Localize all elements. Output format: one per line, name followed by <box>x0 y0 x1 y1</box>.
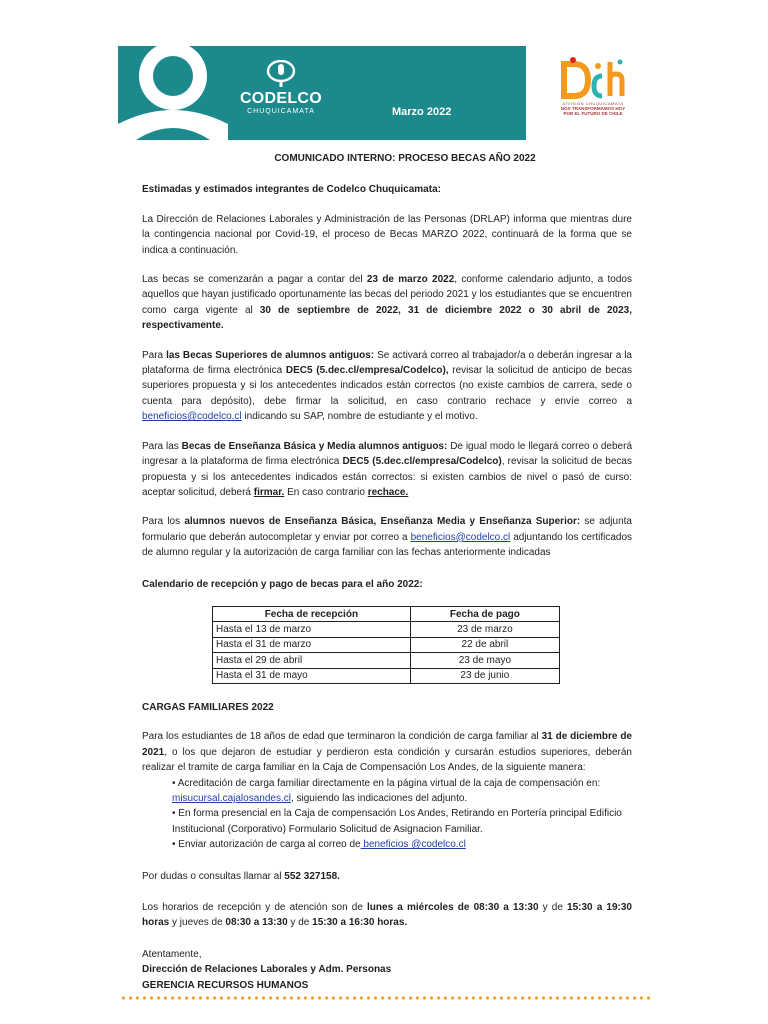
table-row <box>213 653 560 668</box>
signature-management: GERENCIA RECURSOS HUMANOS <box>142 979 309 991</box>
list-item: • Enviar autorización de carga al correo de beneficios @codelco.cl <box>172 839 466 851</box>
table-cell: Hasta el 31 de marzo <box>213 637 411 652</box>
signature-department: Dirección de Relaciones Laborales y Adm. Personas <box>142 964 392 976</box>
document-date: Marzo 2022 <box>392 106 452 118</box>
dch-logo <box>550 56 636 120</box>
email-link[interactable]: beneficios @codelco.cl <box>360 839 466 851</box>
table-cell: Hasta el 13 de marzo <box>213 622 411 637</box>
calendar-table <box>212 606 560 684</box>
table-row <box>213 637 560 652</box>
header-banner <box>118 46 526 140</box>
phone-number: 552 327158. <box>284 870 340 882</box>
table-cell: 23 de junio <box>410 668 559 683</box>
table-cell: Hasta el 29 de abril <box>213 653 411 668</box>
codelco-emblem-icon <box>266 60 296 88</box>
email-link[interactable]: beneficios@codelco.cl <box>410 531 511 543</box>
table-cell: 22 de abril <box>410 637 559 652</box>
page-title: COMUNICADO INTERNO: PROCESO BECAS AÑO 2022 <box>274 153 536 164</box>
email-link[interactable]: beneficios@codelco.cl <box>142 411 242 423</box>
closing: Atentamente, <box>142 948 202 960</box>
schedule-paragraph: Los horarios de recepción y de atención son de lunes a miércoles de 08:30 a 13:30 y de 15:30 a 19:30 horas y jueves de 08:30 a 13:30 y de 15:30 a 16:30 horas. <box>142 901 632 929</box>
cargas-heading: CARGAS FAMILIARES 2022 <box>142 701 274 713</box>
table-cell: 23 de marzo <box>410 622 559 637</box>
nuevos-paragraph: Para los alumnos nuevos de Enseñanza Básica, Enseñanza Media y Enseñanza Superior: se adjunta formulario que deberán autocompletar y enviar por correo a beneficios@codelco.cl adjuntando los certificados de alumno regular y la autorización de carga familiar con las fechas anteriormente indicadas <box>142 516 633 559</box>
table-row <box>213 622 560 637</box>
table-cell: 23 de mayo <box>410 653 559 668</box>
table-header-row <box>213 606 560 621</box>
brand-name: CODELCO <box>239 90 323 107</box>
sucursal-link[interactable]: misucursal.cajalosandes.cl <box>172 792 291 804</box>
superiores-paragraph: Para las Becas Superiores de alumnos antiguos: Se activará correo al trabajador/a o deberán ingresar a la plataforma de firma electrónica DEC5 (5.dec.cl/empresa/Codelco), revisar la solicitud de anticipo de becas superiores propuesta y si los antecedentes indicados están correctos (no existe cambios de carrera, sede o cuenta para depósito), debe firmar la solicitud, en caso contrario rechace y envíe correo a beneficios@codelco.cl indicando su SAP, nombre de estudiante y el motivo. <box>142 349 632 423</box>
basica-paragraph: Para las Becas de Enseñanza Básica y Media alumnos antiguos: De igual modo le llegará correo o deberá ingresar a la plataforma de firma electrónica DEC5 (5.dec.cl/empresa/Codelco), revisar la solicitud de becas propuesta y si los antecedentes indicados están correctos: si existen cambios de nivel o pasó de curso: aceptar solicitud, deberá firmar. En caso contrario rechace. <box>142 440 633 498</box>
list-item: • En forma presencial en la Caja de compensación Los Andes, Retirando en Portería principal Edificio Institucional (Corporativo) Formulario Solicitud de Asignacion Familiar. <box>172 808 622 835</box>
dch-logo-icon <box>558 56 628 100</box>
division-name: CHUQUICAMATA <box>247 108 315 115</box>
column-header: Fecha de recepción <box>213 606 411 621</box>
greeting: Estimadas y estimados integrantes de Codelco Chuquicamata: <box>142 184 441 196</box>
payment-paragraph: Las becas se comenzarán a pagar a contar del 23 de marzo 2022, conforme calendario adjunto, a todos aquellos que hayan justificado oportunamente las becas del periodo 2021 y los estudiantes que se encuentren como carga vigente al 30 de septiembre de 2022, 31 de diciembre 2022 o 30 abril de 2023, respectivamente. <box>142 274 632 332</box>
dch-tagline-2: POR EL FUTURO DE CHILE <box>563 111 623 116</box>
contact-paragraph: Por dudas o consultas llamar al 552 327158. <box>142 870 340 882</box>
footer-dotted-divider <box>120 995 650 1001</box>
column-header: Fecha de pago <box>410 606 559 621</box>
codelco-figure-icon <box>118 46 228 140</box>
calendar-heading: Calendario de recepción y pago de becas para el año 2022: <box>142 578 423 590</box>
cargas-paragraph: Para los estudiantes de 18 años de edad que terminaron la condición de carga familiar al 31 de diciembre de 2021, o los que dejaron de estudiar y perdieron esta condición y cursarán estudios superiores, deberán realizar el tramite de carga familiar en la Caja de Compensación Los Andes, de la siguiente manera: <box>142 731 632 774</box>
dch-tagline-1: NOS TRANSFORMAMOS HOY <box>560 106 626 111</box>
document-body <box>142 151 632 993</box>
intro-paragraph: La Dirección de Relaciones Laborales y Administración de las Personas (DRLAP) informa que mientras dure la contingencia nacional por Covid-19, el proceso de Becas MARZO 2022, continuará de la forma que se indica a continuación. <box>142 213 632 256</box>
table-cell: Hasta el 31 de mayo <box>213 668 411 683</box>
list-item: • Acreditación de carga familiar directamente en la página virtual de la caja de compensación en: misucursal.cajalosandes.cl, siguiendo las indicaciones del adjunto. <box>172 777 601 804</box>
dch-tagline-division: DIVISIÓN CHUQUICAMATA <box>562 101 624 106</box>
table-row <box>213 668 560 683</box>
codelco-logo <box>234 60 328 116</box>
